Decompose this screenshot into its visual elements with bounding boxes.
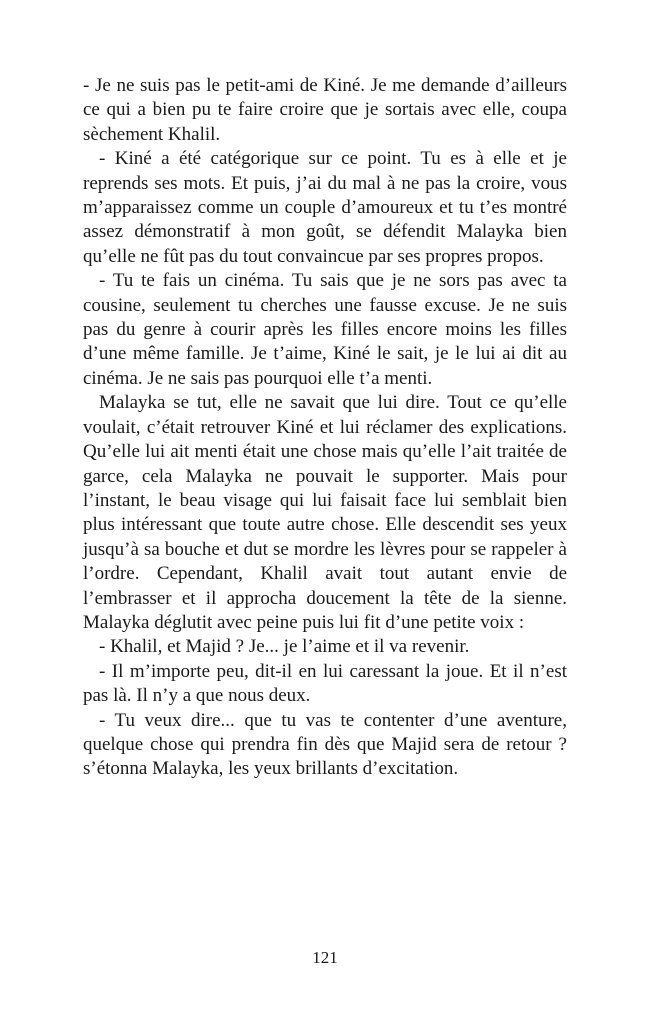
paragraph-3: - Tu te fais un cinéma. Tu sais que je ne sors pas avec ta cousine, seulement tu cherches une fausse excuse. Je ne suis pas du genre à courir après les filles encore moins les filles d’une même famille. Je t’aime, Kiné le sait, je le lui ai dit au cinéma. Je ne sais pas pourquoi elle t’a menti. [83,270,567,389]
paragraph-5: - Khalil, et Majid ? Je... je l’aime et il va revenir. [99,636,470,658]
page-body [83,74,567,782]
paragraph-1: - Je ne suis pas le petit-ami de Kiné. Je me demande d’ailleurs ce qui a bien pu te faire croire que je sortais avec elle, coupa sèchement Khalil. [83,75,567,145]
paragraph-6: - Il m’importe peu, dit-il en lui caressant la joue. Et il n’est pas là. Il n’y a que nous deux. [83,660,567,707]
paragraph-4: Malayka se tut, elle ne savait que lui dire. Tout ce qu’elle voulait, c’était retrouver Kiné et lui réclamer des explications. Qu’elle lui ait menti était une chose mais qu’elle l’ait traitée de garce, cela Malayka ne pouvait le supporter. Mais pour l’instant, le beau visage qui lui faisait face lui semblait bien plus intéressant que toute autre chose. Elle descendit ses yeux jusqu’à sa bouche et dut se mordre les lèvres pour se rappeler à l’ordre. Cependant, Khalil avait tout autant envie de l’embrasser et il approcha doucement la tête de la sienne. Malayka déglutit avec peine puis lui fit d’une petite voix : [83,392,567,633]
page-number: 121 [312,948,338,967]
paragraph-7: - Tu veux dire... que tu vas te contenter d’une aventure, quelque chose qui prendra fin dès que Majid sera de retour ? s’étonna Malayka, les yeux brillants d’excitation. [83,709,567,780]
paragraph-2: - Kiné a été catégorique sur ce point. Tu es à elle et je reprends ses mots. Et puis, j’ai du mal à ne pas la croire, vous m’apparaissez comme un couple d’amoureux et tu t’es montré assez démonstratif à mon goût, se défendit Malayka bien qu’elle ne fût pas du tout convaincue par ses propres propos. [83,148,567,267]
